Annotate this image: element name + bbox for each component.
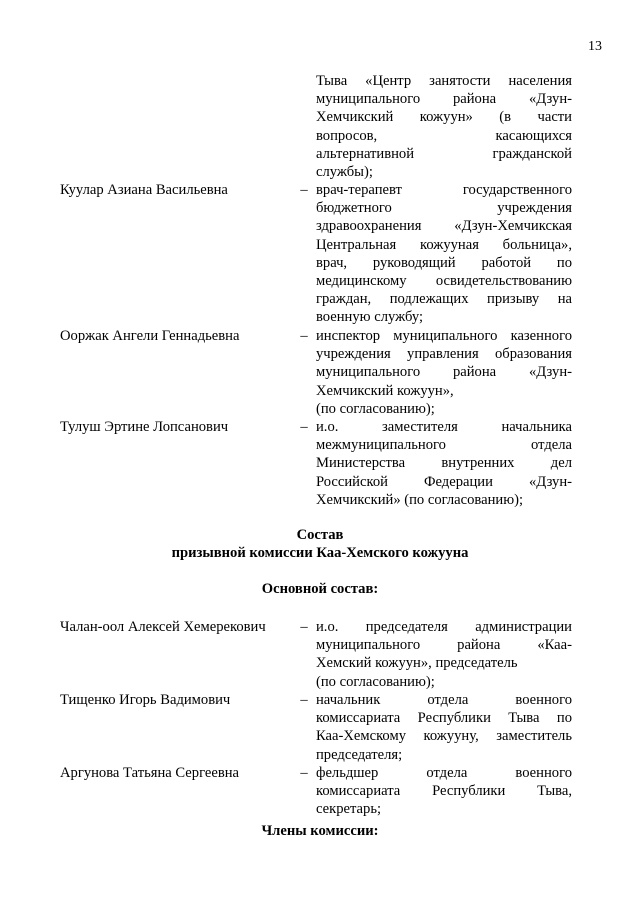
dash-separator: – <box>300 692 308 708</box>
text-line: Каа-Хемскому кожууну, заместитель <box>316 728 572 745</box>
member-position <box>316 327 572 418</box>
text-line: (по согласованию); <box>316 673 435 690</box>
text-line: Хемчикский кожуун», <box>316 382 454 399</box>
member-position <box>316 418 572 509</box>
section-title: Состав <box>296 527 344 543</box>
continuation-description <box>316 72 572 181</box>
member-position <box>316 618 572 691</box>
text-line: муниципального района «Дзун- <box>316 364 572 381</box>
text-line: вопросов, касающихся <box>316 127 572 144</box>
member-name: Тищенко Игорь Вадимович <box>60 692 231 708</box>
member-name: Куулар Азиана Васильевна <box>60 182 228 198</box>
dash-separator: – <box>300 419 308 435</box>
text-line: секретарь; <box>316 801 382 818</box>
text-line: и.о. заместителя начальника <box>316 419 572 435</box>
section-subtitle: призывной комиссии Каа-Хемского кожууна <box>171 545 469 561</box>
text-line: Российской Федерации «Дзун- <box>316 473 572 490</box>
text-line: альтернативной гражданской <box>316 145 572 162</box>
text-line: комиссариата Республики Тыва, <box>316 783 572 800</box>
text-line: инспектор муниципального казенного <box>316 328 572 344</box>
member-position <box>316 181 572 327</box>
text-line: бюджетного учреждения <box>316 200 572 217</box>
text-line: председателя; <box>316 746 403 763</box>
text-line: медицинскому освидетельствованию <box>316 273 572 290</box>
member-name: Ооржак Ангели Геннадьевна <box>60 328 240 344</box>
text-line: службы); <box>316 164 373 181</box>
text-line: комиссариата Республики Тыва по <box>316 710 572 727</box>
text-line: учреждения управления образования <box>316 346 572 363</box>
dash-separator: – <box>300 182 308 198</box>
text-line: Центральная кожууная больница», <box>316 236 572 253</box>
text-line: врач, руководящий работой по <box>316 254 572 271</box>
dash-separator: – <box>300 765 308 781</box>
member-position <box>316 691 572 764</box>
text-line: муниципального района «Дзун- <box>316 91 572 108</box>
text-line: Хемчикский» (по согласованию); <box>316 491 524 508</box>
text-line: военную службу; <box>316 309 423 326</box>
dash-separator: – <box>300 328 308 344</box>
text-line: Хемчикский кожуун» (в части <box>316 109 572 126</box>
member-name: Тулуш Эртине Лопсанович <box>60 419 229 435</box>
text-line: фельдшер отдела военного <box>316 765 572 781</box>
text-line: начальник отдела военного <box>316 692 572 708</box>
members-heading: Члены комиссии: <box>261 823 379 839</box>
text-line: муниципального района «Каа- <box>316 637 572 654</box>
text-line: граждан, подлежащих призыву на <box>316 291 572 308</box>
text-line: здравоохранения «Дзун-Хемчикская <box>316 218 572 235</box>
text-line: врач-терапевт государственного <box>316 182 572 198</box>
text-line: Министерства внутренних дел <box>316 455 572 472</box>
text-line: Хемский кожуун», председатель <box>316 655 518 672</box>
main-composition-heading: Основной состав: <box>261 581 379 597</box>
dash-separator: – <box>300 619 308 635</box>
text-line: межмуниципального отдела <box>316 437 572 454</box>
text-line: (по согласованию); <box>316 400 435 417</box>
member-position <box>316 764 572 819</box>
member-name: Аргунова Татьяна Сергеевна <box>60 765 239 781</box>
text-line: и.о. председателя администрации <box>316 619 572 635</box>
page-number: 13 <box>588 39 602 54</box>
member-name: Чалан-оол Алексей Хемерекович <box>60 619 266 635</box>
text-line: Тыва «Центр занятости населения <box>316 73 572 89</box>
